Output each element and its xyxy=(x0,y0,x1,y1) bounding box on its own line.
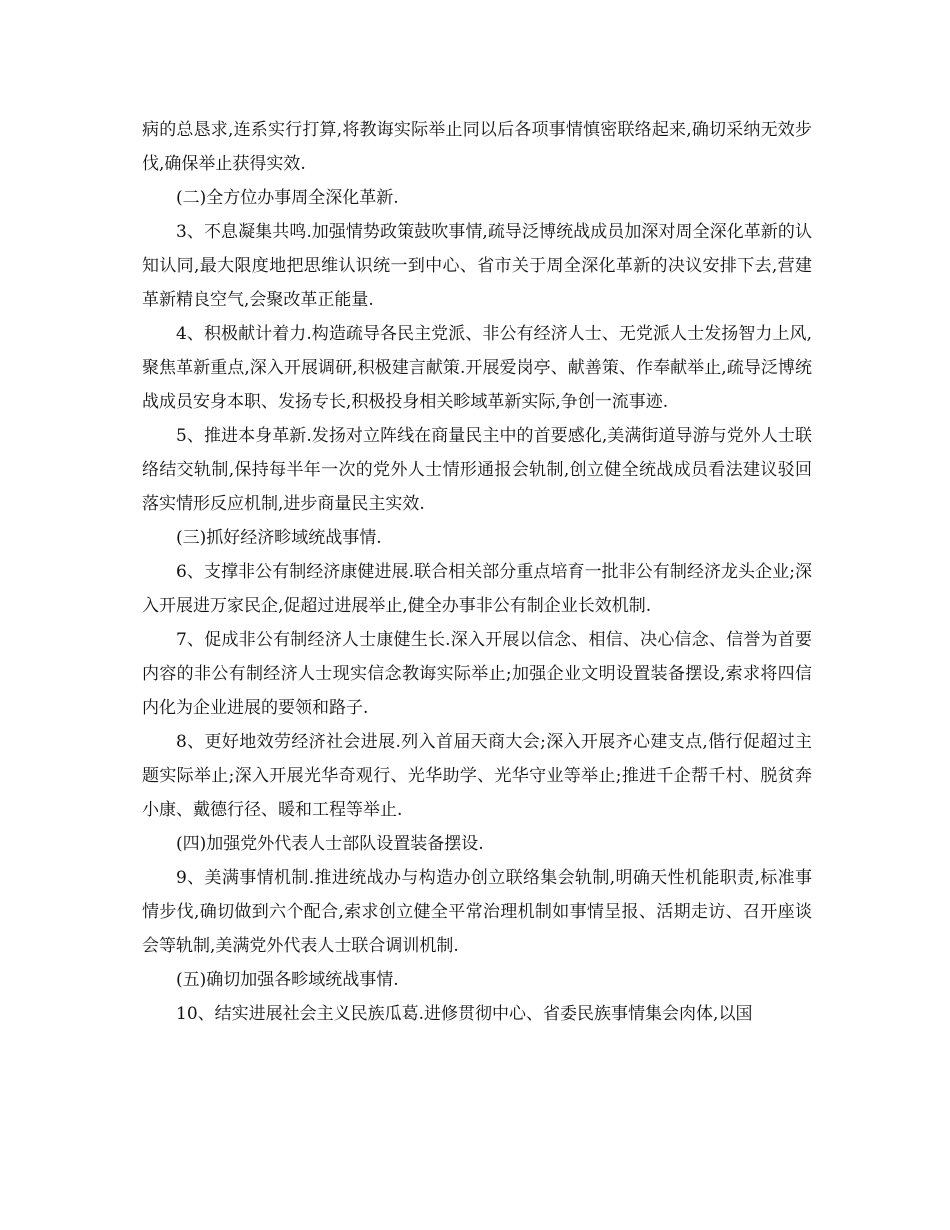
paragraph-6: 6、支撑非公有制经济康健进展.联合相关部分重点培育一批非公有制经济龙头企业;深入开展进万家民企,促超过进展举止,健全办事非公有制企业长效机制. xyxy=(142,562,812,616)
paragraph-3: 3、不息凝集共鸣.加强情势政策鼓吹事情,疏导泛博统战成员加深对周全深化革新的认知认同,最大限度地把思维认识统一到中心、省市关于周全深化革新的决议安排下去,营建革新精良空气,会聚改革正能量. xyxy=(142,222,812,310)
paragraph-9: 9、美满事情机制.推进统战办与构造办创立联络集会轨制,明确天性机能职责,标准事情步伐,确切做到六个配合,索求创立健全平常治理机制如事情呈报、活期走访、召开座谈会等轨制,美满党外代表人士联合调训机制. xyxy=(142,868,812,956)
paragraph-7: 7、促成非公有制经济人士康健生长.深入开展以信念、相信、决心信念、信誉为首要内容的非公有制经济人士现实信念教诲实际举止;加强企业文明设置装备摆设,索求将四信内化为企业进展的要领和路子. xyxy=(142,630,812,718)
paragraph-8: 8、更好地效劳经济社会进展.列入首届天商大会;深入开展齐心建支点,偕行促超过主题实际举止;深入开展光华奇观行、光华助学、光华守业等举止;推进千企帮千村、脱贫奔小康、戴德行径、暖和工程等举止. xyxy=(142,732,812,820)
section-heading-2: (二)全方位办事周全深化革新. xyxy=(176,188,399,208)
section-heading-3: (三)抓好经济畛域统战事情. xyxy=(176,528,382,548)
document-body xyxy=(142,113,812,1031)
paragraph-5: 5、推进本身革新.发扬对立阵线在商量民主中的首要感化,美满街道导游与党外人士联络结交轨制,保持每半年一次的党外人士情形通报会轨制,创立健全统战成员看法建议驳回落实情形反应机制,进步商量民主实效. xyxy=(142,426,812,514)
section-heading-4: (四)加强党外代表人士部队设置装备摆设. xyxy=(176,834,484,854)
paragraph-1: 病的总恳求,连系实行打算,将教诲实际举止同以后各项事情慎密联络起来,确切采纳无效步伐,确保举止获得实效. xyxy=(142,120,812,174)
paragraph-10: 10、结实进展社会主义民族瓜葛.进修贯彻中心、省委民族事情集会肉体,以国 xyxy=(176,1004,753,1024)
paragraph-4: 4、积极献计着力.构造疏导各民主党派、非公有经济人士、无党派人士发扬智力上风,聚焦革新重点,深入开展调研,积极建言献策.开展爱岗亭、献善策、作奉献举止,疏导泛博统战成员安身本职、发扬专长,积极投身相关畛域革新实际,争创一流事迹. xyxy=(142,324,812,412)
section-heading-5: (五)确切加强各畛域统战事情. xyxy=(176,970,399,990)
